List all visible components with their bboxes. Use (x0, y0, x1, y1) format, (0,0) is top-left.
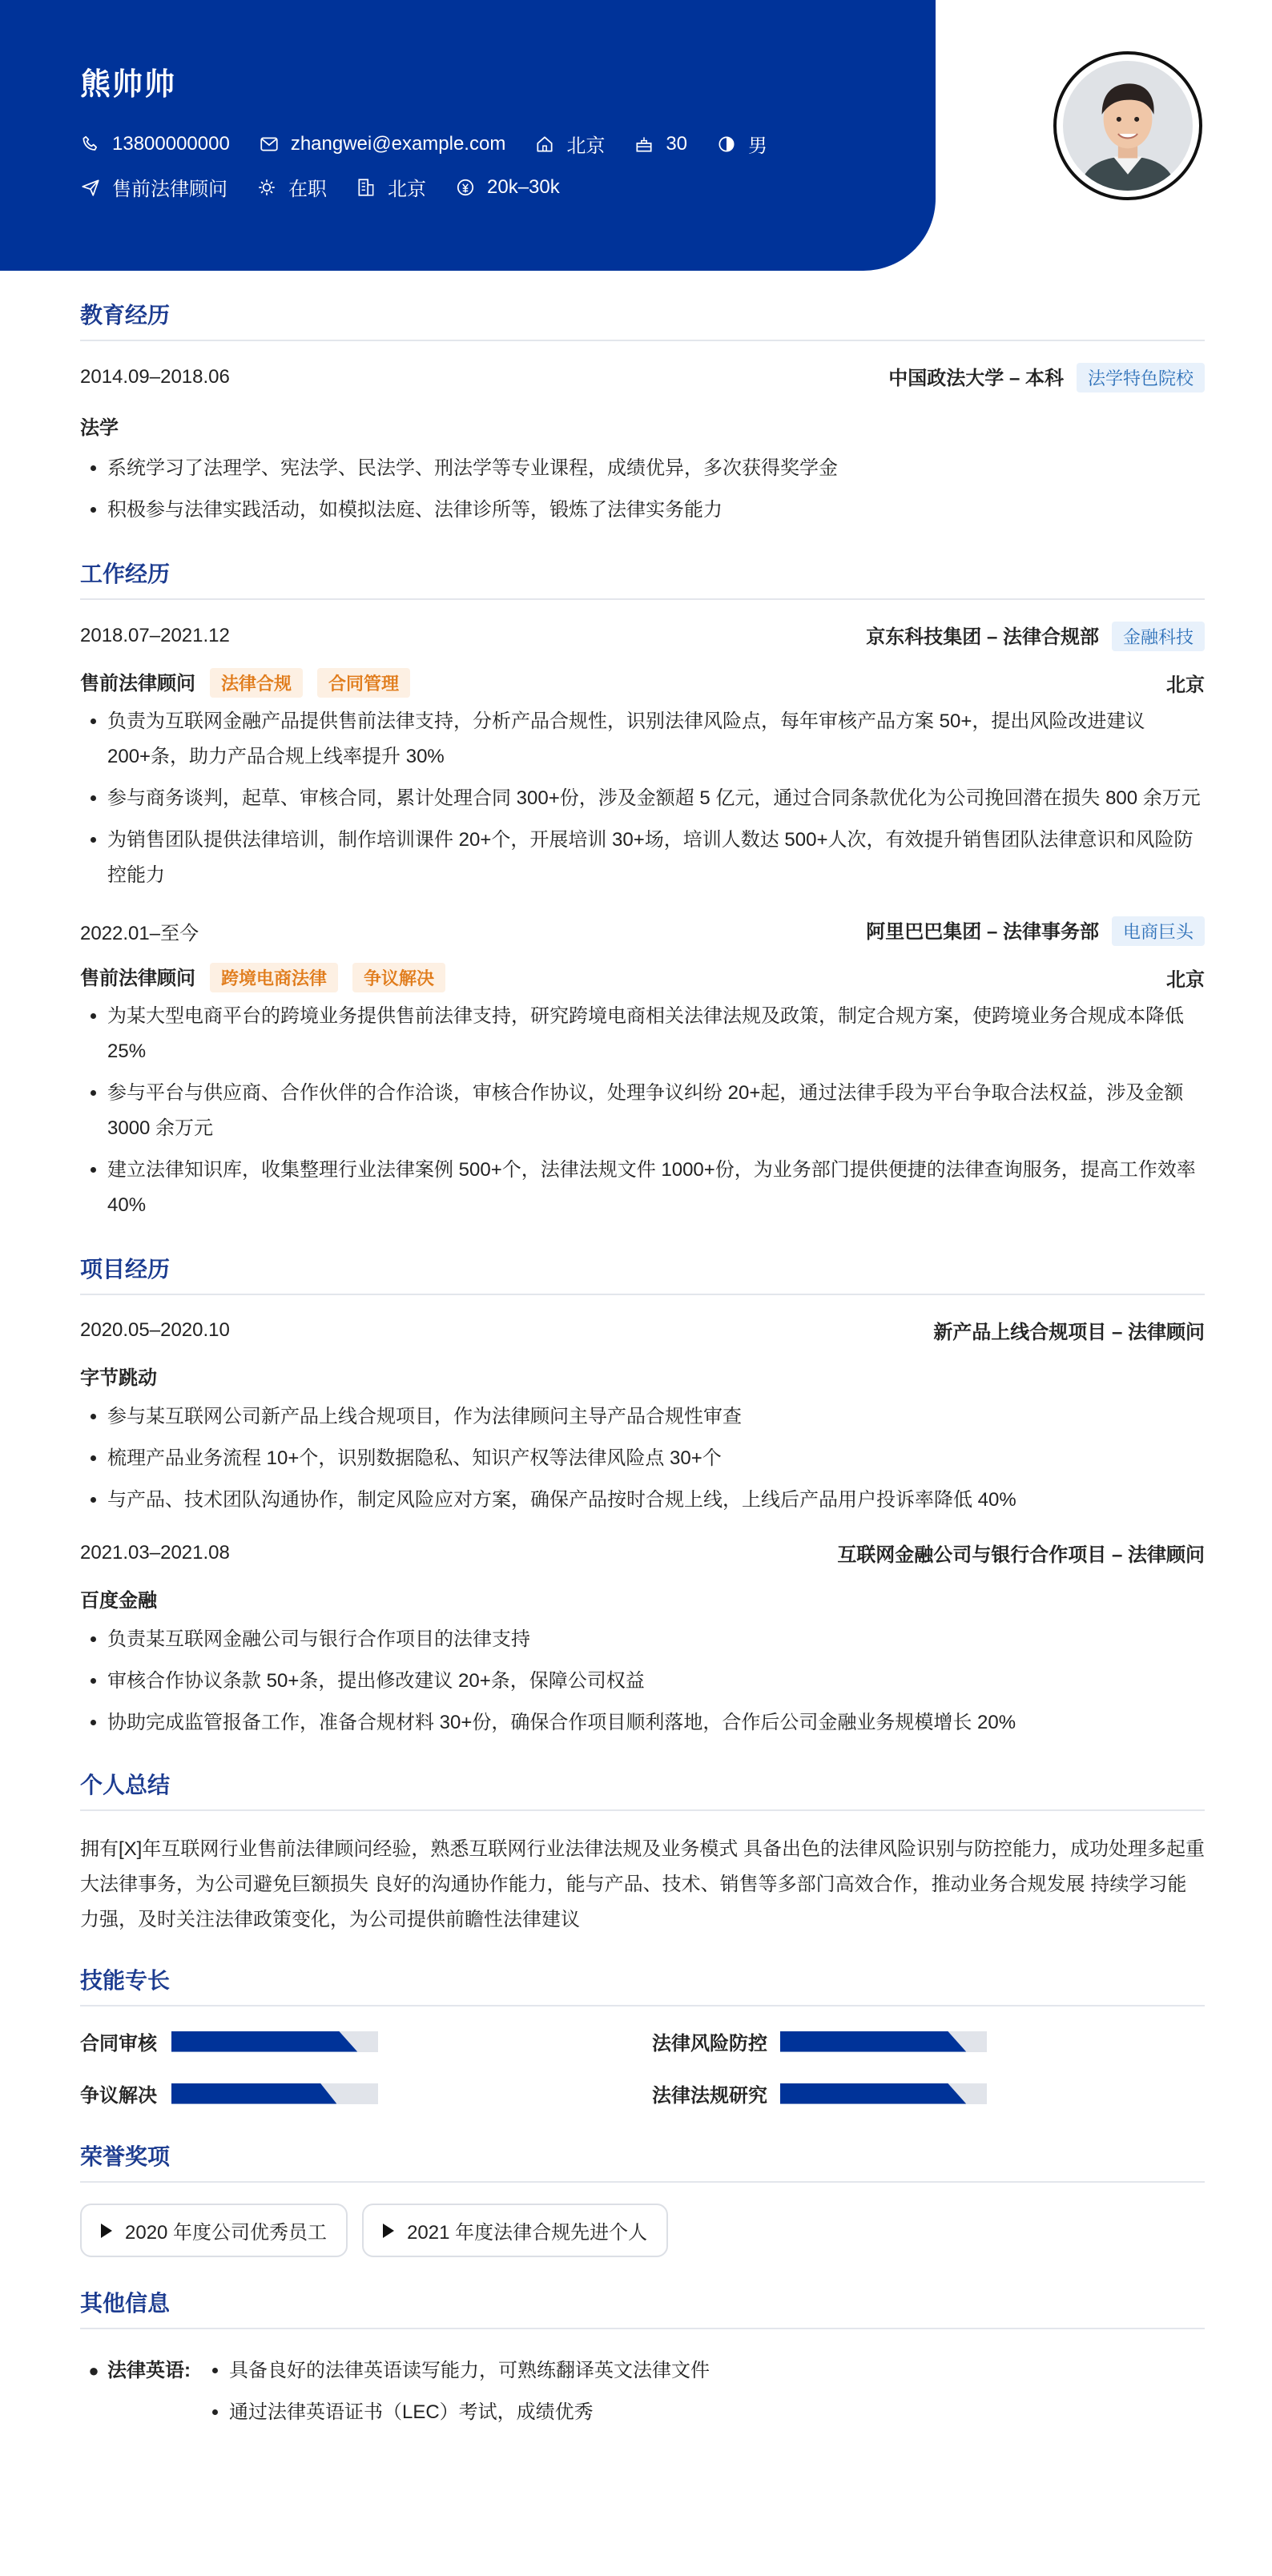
gender-item: 男 (716, 130, 767, 158)
mail-icon (259, 134, 280, 155)
section-title-skills: 技能专长 (80, 1963, 1205, 2006)
avatar-photo (1063, 61, 1193, 191)
school-tag: 法学特色院校 (1077, 363, 1205, 392)
skill-label: 争议解决 (80, 2085, 157, 2107)
skill-label: 法律法规研究 (652, 2085, 767, 2107)
skill-bar (171, 2083, 378, 2104)
list-item: • 协助完成监管报备工作，准备合规材料 30+份，确保合作项目顺利落地，合作后公司金融业务规模增长 20% (107, 1705, 1205, 1741)
project-section (80, 1252, 1205, 1741)
list-item: • 为销售团队提供法律培训，制作培训课件 20+个，开展培训 30+场，培训人数达 500+人次，有效提升销售团队法律意识和风险防控能力 (107, 823, 1205, 893)
list-item: • 参与平台与供应商、合作伙伴的合作洽谈，审核合作协议，处理争议纠纷 20+起，通过法律手段为平台争取合法权益，涉及金额 3000 余万元 (107, 1076, 1205, 1146)
bullet-dot: ● (88, 2361, 99, 2381)
award-item: 2021 年度法律合规先进个人 (362, 2204, 668, 2257)
status-icon (256, 177, 277, 198)
work-role: 售前法律顾问 法律合规 合同管理 (80, 667, 410, 698)
work-city-item: 北京 (356, 173, 426, 201)
resume-content (80, 271, 1205, 2433)
skill-bar-fill (171, 2083, 336, 2104)
award-item: 2020 年度公司优秀员工 (80, 2204, 348, 2257)
skill-bar (780, 2083, 987, 2104)
project-date: 2020.05–2020.10 (80, 1318, 230, 1341)
skill-label: 法律风险防控 (652, 2033, 767, 2055)
skill-tag: 跨境电商法律 (210, 963, 338, 992)
work-company: 京东科技集团 – 法律合规部 金融科技 (866, 621, 1205, 651)
list-item: • 参与某互联网公司新产品上线合规项目，作为法律顾问主导产品合规性审查 (107, 1399, 1205, 1435)
section-title-projects: 项目经历 (80, 1252, 1205, 1295)
work-company: 阿里巴巴集团 – 法律事务部 电商巨头 (866, 916, 1205, 946)
other-info (80, 2350, 1205, 2433)
project-org: 百度金融 (80, 1590, 157, 1612)
work-location: 北京 (1166, 968, 1205, 991)
list-item: • 负责某互联网金融公司与银行合作项目的法律支持 (107, 1622, 1205, 1657)
list-item: • 与产品、技术团队沟通协作，制定风险应对方案，确保产品按时合规上线，上线后产品用户投诉率降低 40% (107, 1483, 1205, 1518)
skill-bar-fill (780, 2031, 966, 2052)
company-tag: 电商巨头 (1112, 916, 1205, 946)
education-bullets (80, 451, 1205, 528)
awards-list (80, 2204, 1205, 2257)
skill-label: 合同审核 (80, 2033, 157, 2055)
skill-bar (171, 2031, 378, 2052)
list-item: • 参与商务谈判，起草、审核合同，累计处理合同 300+份，涉及金额超 5 亿元，通过合同条款优化为公司挽回潜在损失 800 余万元 (107, 781, 1205, 816)
age-item: 30 (634, 133, 687, 155)
salary-item: 20k–30k (455, 176, 560, 199)
section-title-education: 教育经历 (80, 298, 1205, 341)
skill-item (80, 2079, 652, 2107)
status-item: 在职 (256, 173, 327, 201)
summary-section (80, 1768, 1205, 1938)
section-title-other: 其他信息 (80, 2286, 1205, 2329)
skills-grid (80, 2027, 1205, 2107)
building-icon (356, 177, 376, 198)
list-item: • 为某大型电商平台的跨境业务提供售前法律支持，研究跨境电商相关法律法规及政策，制定合规方案，使跨境业务合规成本降低 25% (107, 999, 1205, 1069)
home-icon (534, 134, 555, 155)
skill-bar-fill (171, 2031, 357, 2052)
work-date: 2022.01–至今 (80, 922, 199, 944)
section-title-work: 工作经历 (80, 557, 1205, 600)
project-org: 字节跳动 (80, 1367, 157, 1389)
project-name: 新产品上线合规项目 – 法律顾问 (933, 1322, 1205, 1343)
education-date: 2014.09–2018.06 (80, 366, 230, 388)
candidate-name: 熊帅帅 (80, 68, 177, 102)
project-name: 互联网金融公司与银行合作项目 – 法律顾问 (837, 1544, 1205, 1566)
email-item: zhangwei@example.com (259, 133, 506, 155)
list-item: • 具备良好的法律英语读写能力，可熟练翻译英文法律文件 (229, 2350, 710, 2392)
work-item (80, 916, 1205, 1223)
education-major: 法学 (80, 417, 119, 439)
project-item (80, 1316, 1205, 1518)
summary-text: 拥有[X]年互联网行业售前法律顾问经验，熟悉互联网行业法律法规及业务模式 具备出色的法律风险识别与防控能力，成功处理多起重大法律事务，为公司避免巨额损失 良好的沟通协作能力，能与产品、技术、销售等多部门高效合作，推动业务合规发展 持续学习能力强，及时关注法律政策变化，为公司提供前瞻性法律建议 (80, 1838, 1206, 1930)
work-bullets (80, 999, 1205, 1223)
job-intent-row (80, 173, 589, 201)
project-date: 2021.03–2021.08 (80, 1541, 230, 1564)
section-title-awards: 荣誉奖项 (80, 2139, 1205, 2183)
work-location: 北京 (1166, 674, 1205, 696)
header-banner (0, 0, 936, 271)
list-item: • 审核合作协议条款 50+条，提出修改建议 20+条，保障公司权益 (107, 1664, 1205, 1699)
city-item: 北京 (534, 130, 605, 158)
skill-bar-fill (780, 2083, 966, 2104)
play-icon (101, 2224, 112, 2238)
skill-tag: 合同管理 (317, 668, 410, 698)
work-date: 2018.07–2021.12 (80, 625, 230, 646)
work-role: 售前法律顾问 跨境电商法律 争议解决 (80, 962, 445, 992)
other-section (80, 2286, 1205, 2433)
skill-tag: 争议解决 (352, 963, 445, 992)
gender-icon (716, 134, 737, 155)
avatar (1053, 51, 1202, 200)
skill-item (652, 2027, 1205, 2055)
company-tag: 金融科技 (1112, 622, 1205, 651)
skills-section (80, 1963, 1205, 2107)
education-section (80, 298, 1205, 528)
awards-section (80, 2139, 1205, 2257)
list-item: • 建立法律知识库，收集整理行业法律案例 500+个，法律法规文件 1000+份，为业务部门提供便捷的法律查询服务，提高工作效率 40% (107, 1153, 1205, 1223)
send-icon (80, 177, 101, 198)
education-school: 中国政法大学 – 本科 法学特色院校 (888, 362, 1205, 392)
section-title-summary: 个人总结 (80, 1768, 1205, 1811)
project-bullets (80, 1399, 1205, 1518)
phone-icon (80, 134, 101, 155)
skill-bar (780, 2031, 987, 2052)
phone-item: 13800000000 (80, 133, 230, 155)
list-item: • 梳理产品业务流程 10+个，识别数据隐私、知识产权等法律风险点 30+个 (107, 1441, 1205, 1476)
work-section (80, 557, 1205, 1223)
other-label: 法律英语: (107, 2360, 191, 2381)
education-header (80, 362, 1205, 392)
list-item: • 积极参与法律实践活动，如模拟法庭、法律诊所等，锻炼了法律实务能力 (107, 493, 1205, 528)
skill-tag: 法律合规 (210, 668, 303, 698)
project-item (80, 1539, 1205, 1741)
work-bullets (80, 704, 1205, 893)
play-icon (383, 2224, 394, 2238)
work-item (80, 621, 1205, 893)
contact-row (80, 130, 796, 158)
list-item: • 通过法律英语证书（LEC）考试，成绩优秀 (229, 2392, 710, 2433)
salary-icon (455, 177, 476, 198)
cake-icon (634, 134, 654, 155)
list-item: • 系统学习了法理学、宪法学、民法学、刑法学等专业课程，成绩优异，多次获得奖学金 (107, 451, 1205, 486)
project-bullets (80, 1622, 1205, 1741)
skill-item (80, 2027, 652, 2055)
list-item: • 负责为互联网金融产品提供售前法律支持，分析产品合规性，识别法律风险点，每年审核产品方案 50+，提出风险改进建议 200+条，助力产品合规上线率提升 30% (107, 704, 1205, 775)
skill-item (652, 2079, 1205, 2107)
other-bullets (202, 2350, 710, 2433)
position-item: 售前法律顾问 (80, 173, 227, 201)
